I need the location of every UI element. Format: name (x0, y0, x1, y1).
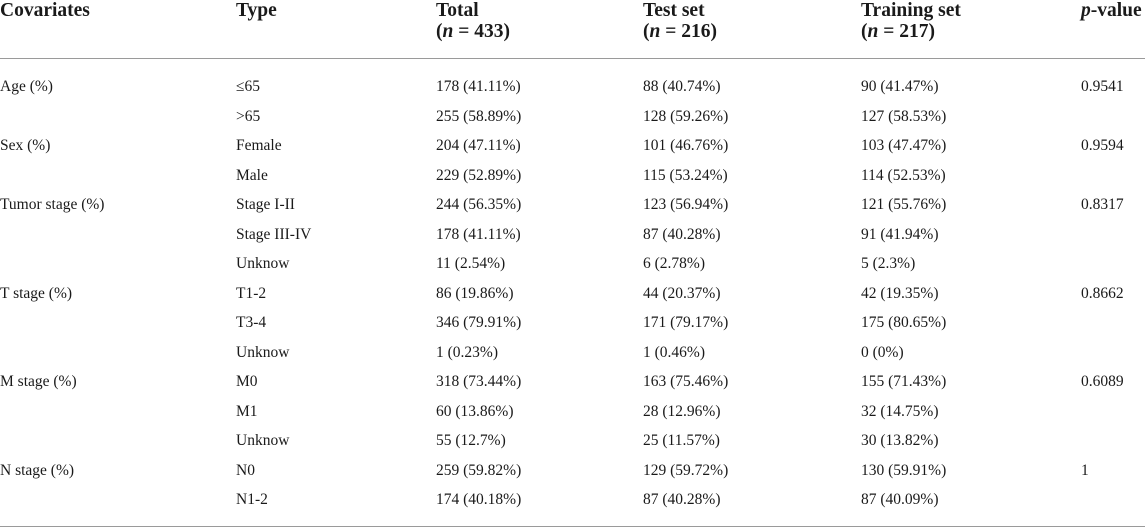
total-cell: 259 (59.82%) (436, 461, 522, 479)
test-set-cell: 123 (56.94%) (643, 196, 729, 213)
covariate-cell: Age (%) (0, 78, 53, 95)
training-set-cell: 121 (55.76%) (861, 196, 947, 213)
test-set-cell: 1 (0.46%) (643, 343, 705, 361)
table-row (0, 367, 1145, 397)
training-set-cell: 103 (47.47%) (861, 137, 947, 154)
header-training-n-value: = 217) (878, 21, 935, 42)
training-set-cell: 87 (40.09%) (861, 491, 939, 508)
test-set-cell: 87 (40.28%) (643, 491, 721, 508)
test-set-cell: 87 (40.28%) (643, 225, 721, 243)
test-set-cell: 171 (79.17%) (643, 314, 729, 331)
total-cell: 174 (40.18%) (436, 491, 522, 508)
header-total-n (436, 21, 510, 42)
total-cell: 178 (41.11%) (436, 78, 521, 95)
table-row (0, 397, 1145, 427)
total-cell: 11 (2.54%) (436, 255, 506, 272)
p-value-cell: 0.9541 (1081, 78, 1124, 95)
header-covariates-label: Covariates (0, 0, 90, 21)
training-set-cell: 91 (41.94%) (861, 225, 939, 243)
total-cell: 178 (41.11%) (436, 225, 521, 243)
covariate-cell: Sex (%) (0, 137, 51, 154)
training-set-cell: 32 (14.75%) (861, 402, 939, 420)
total-cell: 346 (79.91%) (436, 314, 522, 331)
training-set-cell: 0 (0%) (861, 343, 904, 361)
header-training-label: Training set (861, 0, 961, 21)
total-cell: 318 (73.44%) (436, 373, 522, 390)
header-total-n-value: = 433) (453, 21, 510, 42)
header-test-n (643, 21, 717, 42)
covariate-cell: M stage (%) (0, 373, 77, 390)
header-total-label: Total (436, 0, 479, 21)
header-training-set (861, 0, 961, 42)
training-set-cell: 130 (59.91%) (861, 461, 947, 479)
total-cell: 229 (52.89%) (436, 166, 522, 184)
type-cell: T1-2 (236, 284, 267, 302)
type-cell: Female (236, 137, 282, 154)
total-cell: 255 (58.89%) (436, 107, 522, 125)
header-total-n-open: ( (436, 21, 443, 42)
header-test-label: Test set (643, 0, 705, 21)
header-test-set (643, 0, 717, 42)
test-set-cell: 163 (75.46%) (643, 373, 729, 390)
header-p-suffix: -value (1090, 0, 1142, 21)
header-total-n-var: n (442, 21, 454, 42)
header-test-n-open: ( (643, 21, 650, 42)
training-set-cell: 127 (58.53%) (861, 107, 947, 125)
header-test-n-value: = 216) (660, 21, 717, 42)
type-cell: Stage III-IV (236, 225, 312, 243)
test-set-cell: 44 (20.37%) (643, 284, 721, 302)
test-set-cell: 28 (12.96%) (643, 402, 721, 420)
header-training-n (861, 21, 961, 42)
training-set-cell: 155 (71.43%) (861, 373, 947, 390)
bottom-rule (0, 526, 1145, 527)
table-header (0, 0, 1145, 59)
table-row (0, 131, 1145, 161)
type-cell: Unknow (236, 343, 290, 361)
total-cell: 55 (12.7%) (436, 432, 506, 449)
table-row (0, 308, 1145, 338)
total-cell: 204 (47.11%) (436, 137, 521, 154)
test-set-cell: 25 (11.57%) (643, 432, 720, 449)
header-p-var: p (1081, 0, 1091, 21)
type-cell: M1 (236, 402, 258, 420)
p-value-cell: 0.6089 (1081, 373, 1124, 390)
table-row (0, 338, 1145, 368)
training-set-cell: 5 (2.3%) (861, 255, 916, 272)
table-row (0, 456, 1145, 486)
table-row (0, 485, 1145, 515)
table-row (0, 249, 1145, 279)
test-set-cell: 128 (59.26%) (643, 107, 729, 125)
training-set-cell: 175 (80.65%) (861, 314, 947, 331)
table-row (0, 190, 1145, 220)
header-p-value (1081, 0, 1142, 21)
training-set-cell: 114 (52.53%) (861, 166, 946, 184)
test-set-cell: 101 (46.76%) (643, 137, 729, 154)
table-row (0, 279, 1145, 309)
table-row (0, 426, 1145, 456)
type-cell: T3-4 (236, 314, 267, 331)
type-cell: N1-2 (236, 491, 268, 508)
header-covariates (0, 0, 90, 21)
covariate-cell: T stage (%) (0, 284, 73, 302)
type-cell: Male (236, 166, 268, 184)
type-cell: Unknow (236, 255, 290, 272)
total-cell: 60 (13.86%) (436, 402, 514, 420)
training-set-cell: 42 (19.35%) (861, 284, 939, 302)
p-value-cell: 0.8662 (1081, 284, 1124, 302)
p-value-cell: 0.9594 (1081, 137, 1124, 154)
type-cell: >65 (236, 107, 261, 125)
type-cell: M0 (236, 373, 258, 390)
type-cell: Stage I-II (236, 196, 295, 213)
header-type (236, 0, 277, 21)
type-cell: N0 (236, 461, 255, 479)
header-total (436, 0, 510, 42)
covariate-cell: N stage (%) (0, 461, 75, 479)
header-test-n-var: n (649, 21, 661, 42)
training-set-cell: 90 (41.47%) (861, 78, 939, 95)
table-row (0, 161, 1145, 191)
table-body (0, 59, 1145, 515)
header-training-n-var: n (867, 21, 879, 42)
test-set-cell: 6 (2.78%) (643, 255, 705, 272)
header-training-n-open: ( (861, 21, 868, 42)
type-cell: Unknow (236, 432, 290, 449)
type-cell: ≤65 (236, 78, 261, 95)
training-set-cell: 30 (13.82%) (861, 432, 939, 449)
table-row (0, 220, 1145, 250)
test-set-cell: 88 (40.74%) (643, 78, 721, 95)
table-row (0, 102, 1145, 132)
test-set-cell: 129 (59.72%) (643, 461, 729, 479)
covariate-cell: Tumor stage (%) (0, 196, 105, 213)
p-value-cell: 1 (1081, 461, 1089, 479)
p-value-cell: 0.8317 (1081, 196, 1124, 213)
header-type-label: Type (236, 0, 277, 21)
test-set-cell: 115 (53.24%) (643, 166, 728, 184)
total-cell: 244 (56.35%) (436, 196, 522, 213)
total-cell: 86 (19.86%) (436, 284, 514, 302)
table-row (0, 72, 1145, 102)
total-cell: 1 (0.23%) (436, 343, 498, 361)
